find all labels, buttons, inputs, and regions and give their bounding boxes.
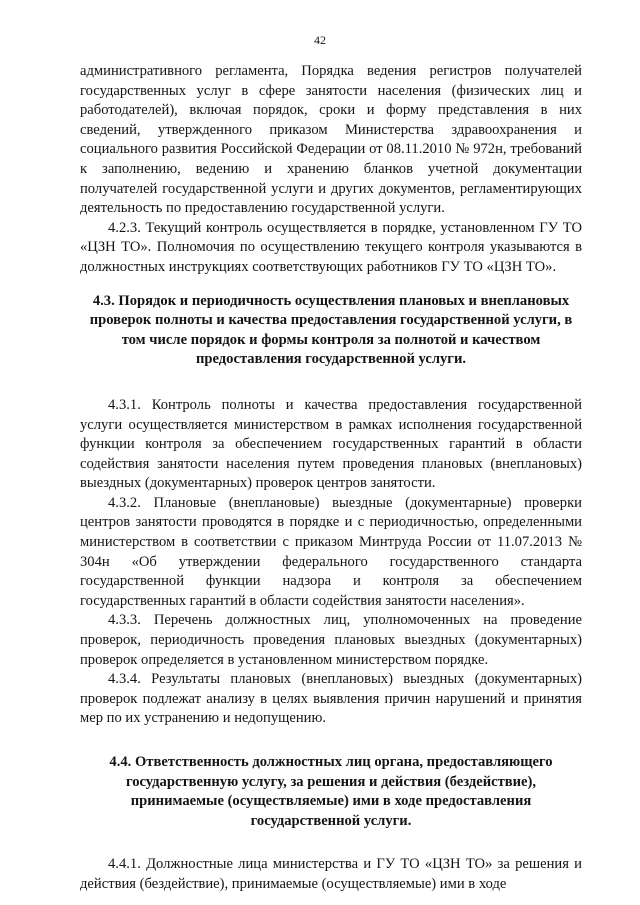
section-heading-4-3: 4.3. Порядок и периодичность осуществления плановых и внеплановых проверок полноты и качества предоставления государственной услуги, в том числе порядок и формы контроля за полнотой и качеством предоставления государственной услуги. — [89, 292, 573, 368]
paragraph-4-2-3: 4.2.3. Текущий контроль осуществляется в порядке, установленном ГУ ТО «ЦЗН ТО». Полномочия по осуществлению текущего контроля указываются в должностных инструкциях соответствующих работников ГУ ТО «ЦЗН ТО». — [80, 219, 582, 275]
paragraph-4-3-2: 4.3.2. Плановые (внеплановые) выездные (документарные) проверки центров занятости проводятся в порядке и с периодичностью, определенными министерством в соответствии с приказом Минтруда России от 11.07.2013 № 304н «Об утверждении федерального государственного стандарта государственной функции надзора и контроля за обеспечением государственных гарантий в области содействия занятости населения». — [80, 494, 582, 609]
paragraph-4-3-1: 4.3.1. Контроль полноты и качества предоставления государственной услуги осуществляется министерством в рамках исполнения государственной функции контроля за обеспечением государственных гарантий в области содействия занятости населения путем проведения плановых (внеплановых) выездных (документарных) проверок центров занятости. — [80, 396, 582, 492]
paragraph-continuation: административного регламента, Порядка ведения регистров получателей государственных услуг в сфере занятости населения (физических лиц и работодателей), включая порядок, сроки и форму представления в них сведений, утвержденного приказом Министерства здравоохранения и социального развития Российской Федерации от 08.11.2010 № 972н, требований к заполнению, ведению и хранению бланков учетной документации получателей государственной услуги и других документов, регламентирующих деятельность по предоставлению государственной услуги. — [80, 63, 582, 217]
section-heading-4-4: 4.4. Ответственность должностных лиц органа, предоставляющего государственную услугу, за решения и действия (бездействие), принимаемые (осуществляемые) ими в ходе предоставления государственной услуги. — [109, 754, 553, 829]
paragraph-4-3-3: 4.3.3. Перечень должностных лиц, уполномоченных на проведение проверок, периодичность проведения плановых выездных (документарных) проверок определяется в установленном министерством порядке. — [80, 612, 582, 668]
page-content — [80, 62, 582, 895]
paragraph-4-3-4: 4.3.4. Результаты плановых (внеплановых) выездных (документарных) проверок подлежат анализу в целях выявления причин нарушений и принятия мер по их устранению и недопущению. — [80, 671, 582, 727]
paragraph-4-4-1: 4.4.1. Должностные лица министерства и ГУ ТО «ЦЗН ТО» за решения и действия (бездействие), принимаемые (осуществляемые) ими в ходе — [80, 856, 582, 892]
page-number: 42 — [314, 33, 326, 47]
